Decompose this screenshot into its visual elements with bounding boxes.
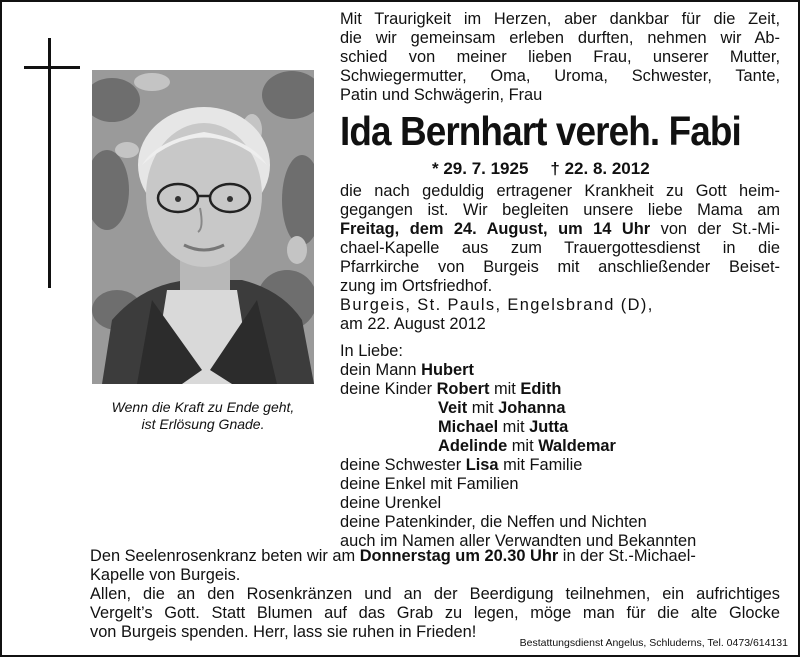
mourner-line: deine Patenkinder, die Neffen und Nichten bbox=[340, 513, 647, 531]
date-line: am 22. August 2012 bbox=[340, 315, 486, 333]
caption bbox=[86, 399, 320, 433]
rosary-time: Donnerstag um 20.30 Uhr bbox=[359, 547, 559, 565]
mourner-name: Edith bbox=[520, 380, 562, 398]
mourner-name: Michael bbox=[438, 418, 499, 436]
mourner-name: Jutta bbox=[529, 418, 569, 436]
mourner-line: deine Enkel mit Familien bbox=[340, 475, 519, 493]
death-date: † 22. 8. 2012 bbox=[550, 159, 650, 178]
mourner-line: deine Urenkel bbox=[340, 494, 442, 512]
funeral-service-credit: Bestattungsdienst Angelus, Schluderns, Tel. 0473/614131 bbox=[519, 637, 788, 649]
intro-line: Mit Traurigkeit im Herzen, aber dankbar für die Zeit, bbox=[340, 10, 780, 28]
body-text: von der St.-Mi- bbox=[650, 220, 780, 238]
relation-label: deine Schwester bbox=[340, 456, 466, 474]
connector: mit bbox=[467, 399, 499, 417]
intro-line: Schwiegermutter, Oma, Uroma, Schwester, Tante, bbox=[340, 67, 780, 85]
body-line: zung im Ortsfriedhof. bbox=[340, 277, 493, 295]
mourners-heading: In Liebe: bbox=[340, 342, 403, 360]
funeral-time: Freitag, dem 24. August, um 14 Uhr bbox=[340, 220, 651, 238]
mourner-name: Veit bbox=[438, 399, 468, 417]
mourner-name: Waldemar bbox=[538, 437, 616, 455]
connector: mit bbox=[498, 418, 530, 436]
mourner-line bbox=[340, 418, 780, 437]
mourner-name: Adelinde bbox=[438, 437, 508, 455]
main-text bbox=[340, 10, 780, 551]
place-line: Burgeis, St. Pauls, Engelsbrand (D), bbox=[340, 296, 654, 314]
mourner-name: Johanna bbox=[498, 399, 566, 417]
body-line: chael-Kapelle aus zum Trauergottesdienst in die bbox=[340, 239, 780, 257]
mourner-line bbox=[340, 456, 780, 475]
body-line: die nach geduldig ertragener Krankheit zu Gott heim- bbox=[340, 182, 780, 200]
mourner-line bbox=[340, 399, 780, 418]
mourner-line: auch im Namen aller Verwandten und Bekannten bbox=[340, 532, 697, 550]
caption-line: ist Erlösung Gnade. bbox=[141, 416, 265, 432]
cross-icon-bar bbox=[24, 66, 80, 69]
portrait-photo bbox=[92, 70, 314, 384]
body-line: gegangen ist. Wir begleiten unsere liebe Mama am bbox=[340, 201, 780, 219]
mourner-name: Robert bbox=[436, 380, 490, 398]
body-line bbox=[340, 220, 780, 239]
rosary-line: Kapelle von Burgeis. bbox=[90, 566, 241, 584]
life-dates bbox=[432, 159, 780, 178]
intro-line: schied von meiner lieben Frau, unserer Mutter, bbox=[340, 48, 780, 66]
connector: mit bbox=[489, 380, 521, 398]
mourner-name: Hubert bbox=[421, 361, 474, 379]
cross-icon bbox=[48, 38, 51, 288]
relation-label: deine Kinder bbox=[340, 380, 437, 398]
rosary-line bbox=[90, 547, 780, 566]
closing-text bbox=[90, 547, 780, 642]
mourner-name: Lisa bbox=[465, 456, 499, 474]
mourner-line bbox=[340, 380, 780, 399]
relation-label: dein Mann bbox=[340, 361, 422, 379]
mourner-line bbox=[340, 361, 780, 380]
birth-date: * 29. 7. 1925 bbox=[432, 159, 529, 178]
caption-line: Wenn die Kraft zu Ende geht, bbox=[111, 399, 295, 415]
body-line: Pfarrkirche von Burgeis mit anschließender Beiset- bbox=[340, 258, 780, 276]
rosary-text: in der St.-Michael- bbox=[558, 547, 696, 565]
closing-line: Allen, die an den Rosenkränzen und an der Beerdigung teilnehmen, ein aufrichtiges bbox=[90, 585, 780, 603]
deceased-name: Ida Bernhart vereh. Fabi bbox=[340, 108, 741, 154]
intro-line: Patin und Schwägerin, Frau bbox=[340, 86, 543, 104]
rosary-text: Den Seelenrosenkranz beten wir am bbox=[90, 547, 360, 565]
connector: mit bbox=[507, 437, 539, 455]
relation-label: mit Familie bbox=[498, 456, 583, 474]
mourner-line bbox=[340, 437, 780, 456]
intro-line: die wir gemeinsam erleben durften, nehmen wir Ab- bbox=[340, 29, 780, 47]
closing-line: von Burgeis spenden. Herr, lass sie ruhen in Frieden! bbox=[90, 623, 477, 641]
closing-line: Vergelt’s Gott. Statt Blumen auf das Grab zu legen, möge man für die alte Glocke bbox=[90, 604, 780, 622]
